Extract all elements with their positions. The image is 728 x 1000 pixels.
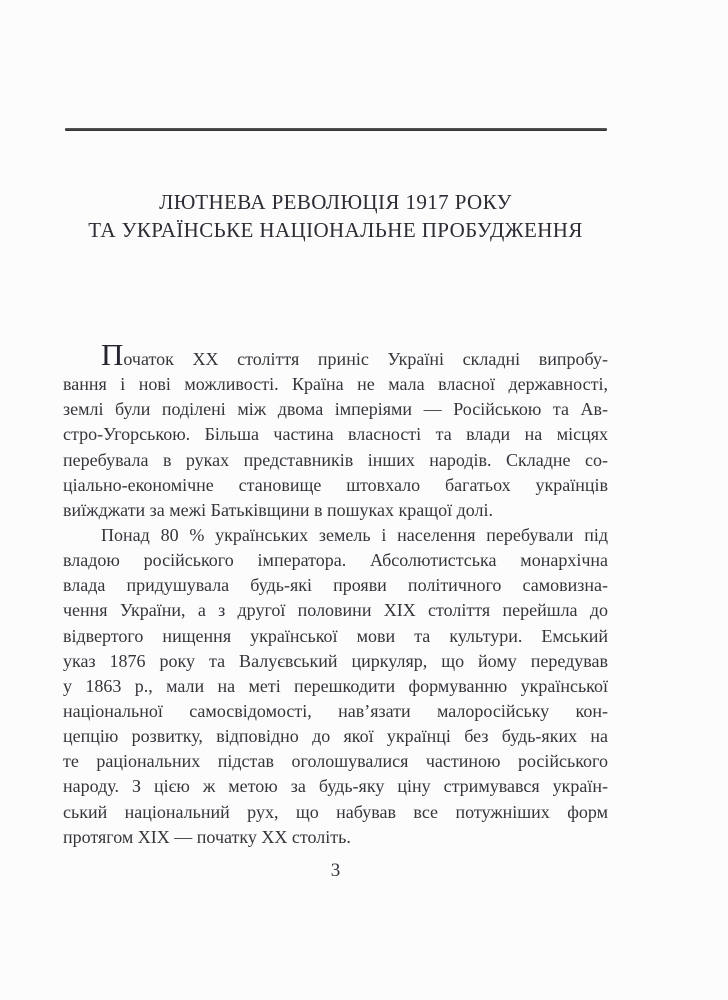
text-line: ський національний рух, що набував все потужніших форм xyxy=(63,801,608,822)
dropcap-initial: П xyxy=(101,337,124,372)
text-line: те раціональних підстав оголошувалися частиною російського xyxy=(63,751,608,772)
chapter-title xyxy=(63,189,608,244)
text-line: влада придушувала будь-які прояви політичного самовизна- xyxy=(63,575,608,596)
text-line: указ 1876 року та Валуєвський циркуляр, що йому передував xyxy=(63,650,608,671)
text-line: виїжджати за межі Батьківщини в пошуках кращої долі. xyxy=(63,499,493,520)
text-line: у 1863 р., мали на меті перешкодити формуванню української xyxy=(63,675,608,696)
text-line: перебувала в руках представників інших народів. Складне со- xyxy=(63,449,608,470)
page-number: 3 xyxy=(330,860,341,881)
text-line: чення України, а з другої половини XIX століття перейшла до xyxy=(63,600,608,621)
text-line: народу. З цією ж метою за будь-яку ціну стримувався україн- xyxy=(63,776,608,797)
text-line-content: очаток ХХ століття приніс Україні складні випробу- xyxy=(123,349,608,369)
text-line xyxy=(63,337,608,372)
chapter-title-line2: ТА УКРАЇНСЬКЕ НАЦІОНАЛЬНЕ ПРОБУДЖЕННЯ xyxy=(88,217,583,242)
text-line: цепцію розвитку, відповідно до якої українці без будь-яких на xyxy=(63,726,608,747)
header-rule xyxy=(65,128,607,131)
text-line: ціально-економічне становище штовхало багатьох українців xyxy=(63,474,608,495)
chapter-title-line1: ЛЮТНЕВА РЕВОЛЮЦІЯ 1917 РОКУ xyxy=(159,190,512,214)
text-line: вання і нові можливості. Країна не мала власної державності, xyxy=(63,374,608,395)
text-line: протягом XIX — початку XX століть. xyxy=(63,826,351,847)
text-line: владою російського імператора. Абсолютистська монархічна xyxy=(63,550,608,571)
text-line: стро-Угорською. Більша частина власності та влади на місцях xyxy=(63,424,608,445)
text-line: землі були поділені між двома імперіями — Російською та Ав- xyxy=(63,399,608,420)
text-line: Понад 80 % українських земель і населення перебували під xyxy=(101,524,608,545)
body-text xyxy=(63,337,608,850)
text-line: національної самосвідомості, нав’язати малоросійську кон- xyxy=(63,700,608,721)
text-line: відвертого нищення української мови та культури. Емський xyxy=(63,625,608,646)
